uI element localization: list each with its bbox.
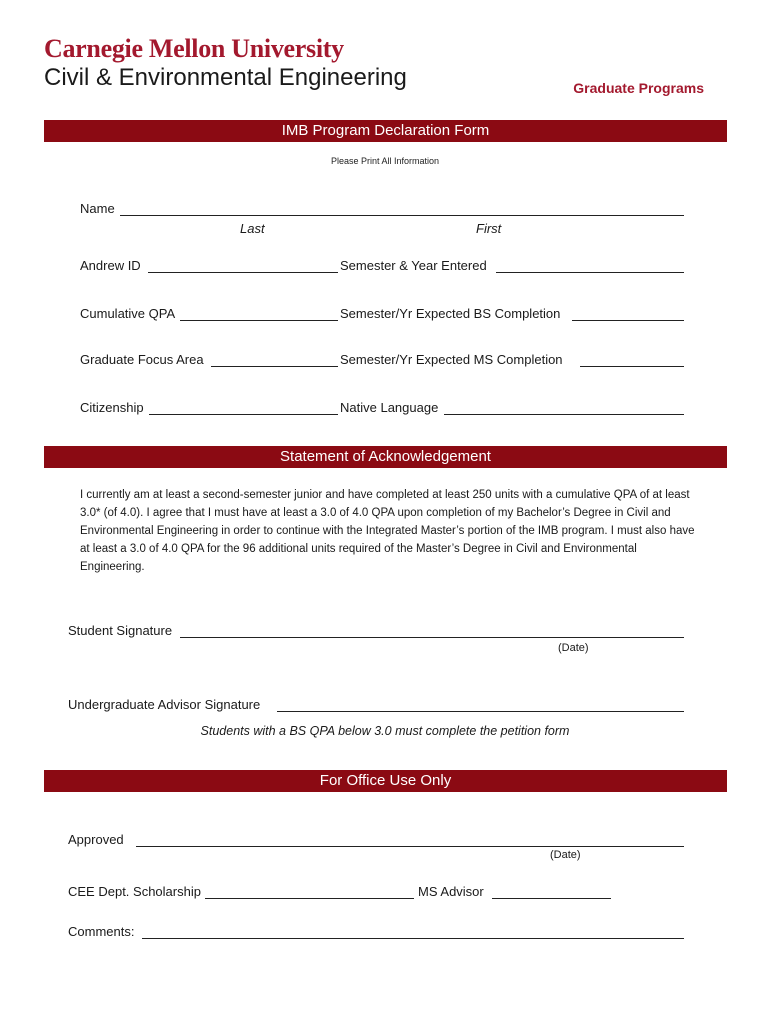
native-language-field[interactable] [444, 414, 684, 415]
andrew-id-label: Andrew ID [80, 258, 141, 273]
petition-note: Students with a BS QPA below 3.0 must complete the petition form [200, 724, 570, 738]
approved-date-caption: (Date) [550, 849, 581, 861]
student-signature-label: Student Signature [68, 623, 173, 638]
citizenship-field[interactable] [149, 414, 338, 415]
university-logo-text: Carnegie Mellon University [44, 34, 344, 63]
native-language-label: Native Language [340, 400, 439, 415]
comments-field[interactable] [142, 938, 684, 939]
name-field[interactable] [120, 215, 684, 216]
cumulative-qpa-label: Cumulative QPA [80, 306, 176, 321]
bs-completion-label: Semester/Yr Expected BS Completion [340, 306, 561, 321]
office-use-title-bar: For Office Use Only [44, 770, 727, 792]
student-date-caption: (Date) [558, 642, 589, 654]
name-label: Name [80, 201, 115, 216]
andrew-id-field[interactable] [148, 272, 338, 273]
ms-completion-label: Semester/Yr Expected MS Completion [340, 352, 563, 367]
advisor-signature-field[interactable] [277, 711, 684, 712]
last-name-caption: Last [240, 221, 265, 236]
focus-area-label: Graduate Focus Area [80, 352, 204, 367]
ms-advisor-label: MS Advisor [418, 884, 484, 899]
focus-area-field[interactable] [211, 366, 338, 367]
first-name-caption: First [476, 221, 502, 236]
ms-completion-field[interactable] [580, 366, 684, 367]
approved-field[interactable] [136, 846, 684, 847]
acknowledgement-text: I currently am at least a second-semester junior and have completed at least 250 units with a cumulative QPA of at least 3.0* (of 4.0). I agree that I must have at least a 3.0 of 4.0 QPA upon completion of my Bachelor’s Degree in Civil and Environmental Engineering in order to continue with the Integrated Master’s portion of the IMB program. I must also have at least a 3.0 of 4.0 QPA for the 96 additional units required of the Master’s Degree in Civil and Environmental Engineering. [80, 489, 695, 573]
graduate-programs-label: Graduate Programs [573, 80, 704, 96]
bs-completion-field[interactable] [572, 320, 684, 321]
approved-label: Approved [68, 832, 124, 847]
print-instruction: Please Print All Information [330, 156, 440, 166]
semester-entered-field[interactable] [496, 272, 684, 273]
advisor-signature-label: Undergraduate Advisor Signature [68, 697, 261, 712]
semester-entered-label: Semester & Year Entered [340, 258, 487, 273]
scholarship-field[interactable] [205, 898, 414, 899]
citizenship-label: Citizenship [80, 400, 144, 415]
scholarship-label: CEE Dept. Scholarship [68, 884, 201, 899]
cumulative-qpa-field[interactable] [180, 320, 338, 321]
comments-label: Comments: [68, 924, 135, 939]
form-title-bar: IMB Program Declaration Form [44, 120, 727, 142]
acknowledgement-title-bar: Statement of Acknowledgement [44, 446, 727, 468]
student-signature-field[interactable] [180, 637, 684, 638]
ms-advisor-field[interactable] [492, 898, 611, 899]
department-name: Civil & Environmental Engineering [44, 64, 407, 91]
